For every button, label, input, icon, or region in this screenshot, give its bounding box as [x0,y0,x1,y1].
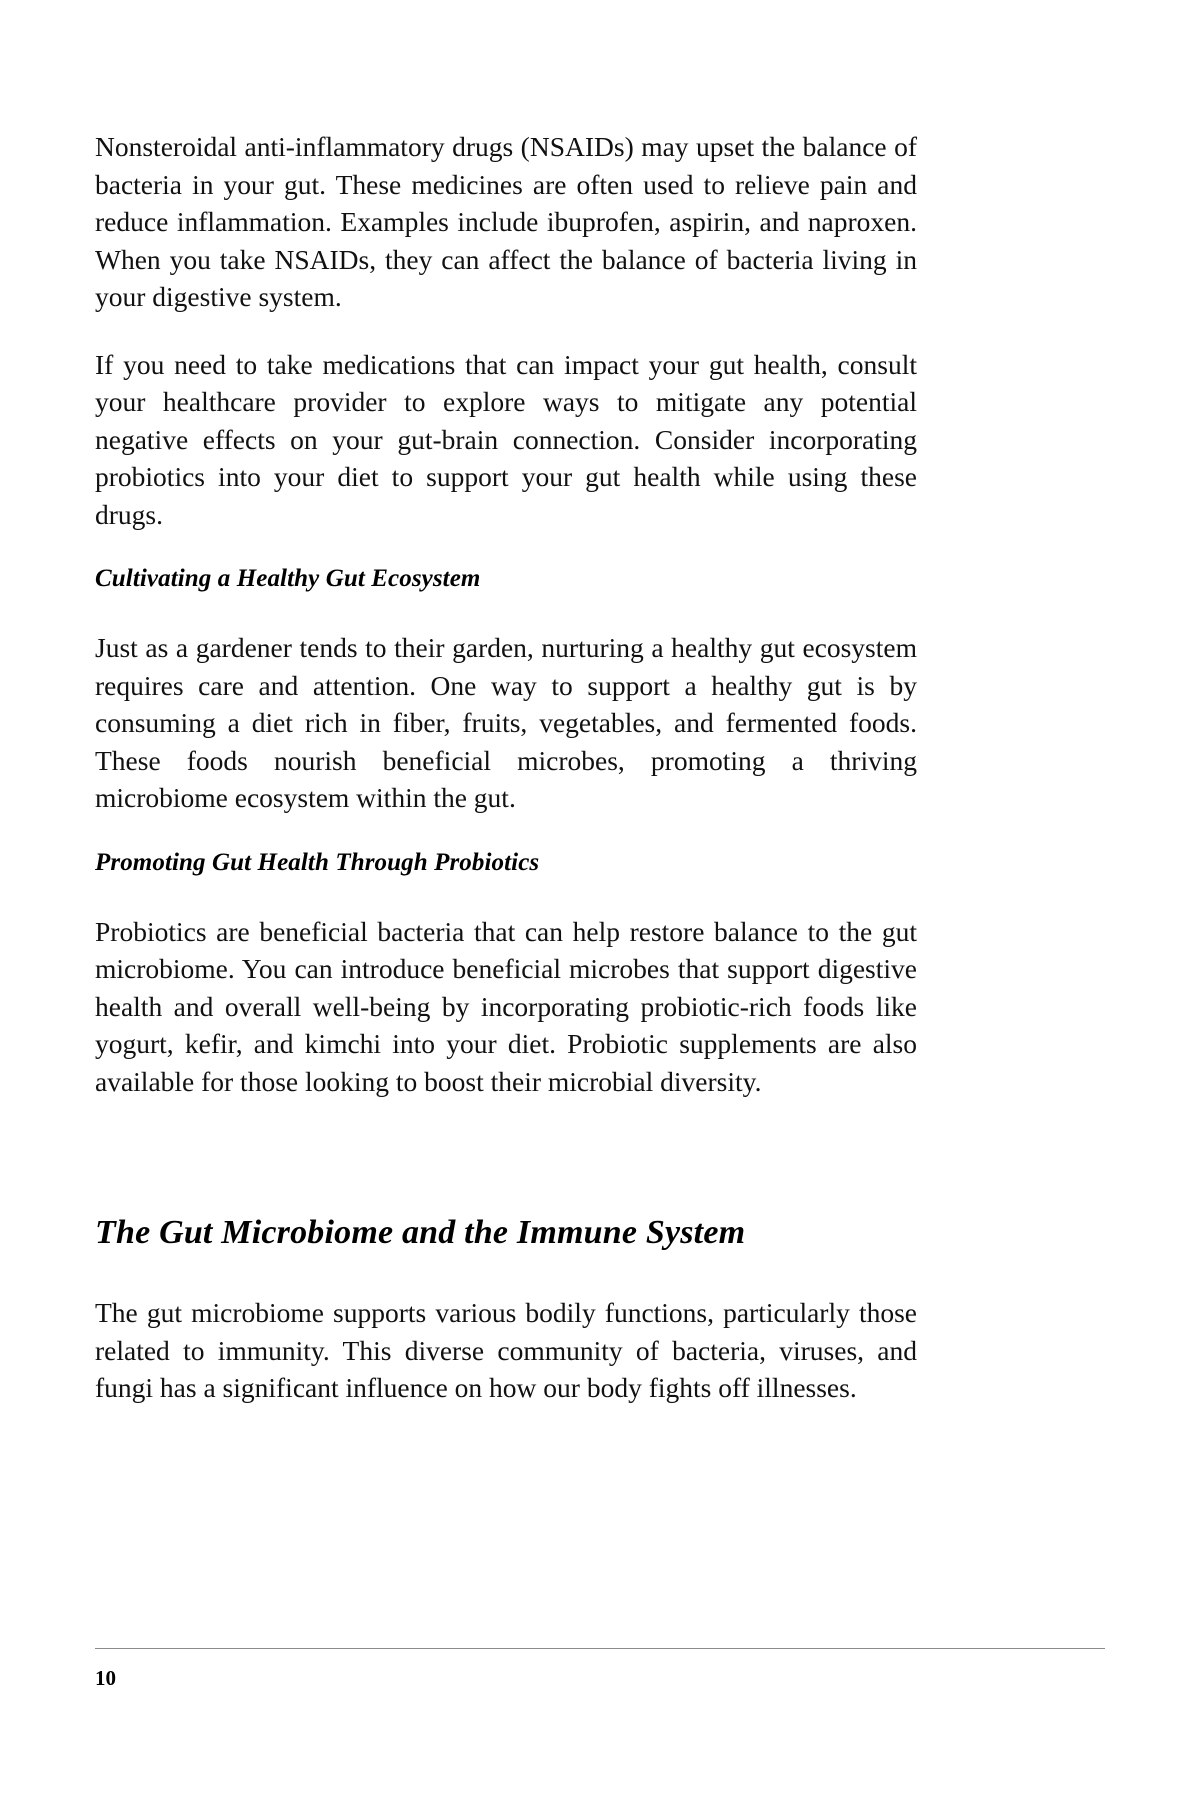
page-footer [95,1665,1105,1691]
paragraph-medication-advice: If you need to take medications that can impact your gut health, consult your healthcare provider to explore ways to mitigate any potential negative effects on your gut-brain connection. Consider incorporating probiotics into your diet to support your gut health while using these drugs. [95,348,917,530]
page-number: 10 [95,1666,116,1690]
section-spacer [95,1130,917,1152]
section-heading-gut-microbiome-immune-system: The Gut Microbiome and the Immune System [95,1214,746,1251]
paragraph-probiotics: Probiotics are beneficial bacteria that can help restore balance to the gut microbiome. You can introduce beneficial microbes that support digestive health and overall well-being by incorporating probiotic-rich foods like yogurt, kefir, and kimchi into your diet. Probiotic supplements are also available for those looking to boost their microbial diversity. [95,915,917,1097]
paragraph-immunity: The gut microbiome supports various bodily functions, particularly those related to immunity. This diverse community of bacteria, viruses, and fungi has a significant influence on how our body fights off illnesses. [95,1297,917,1403]
paragraph-gardener-analogy: Just as a gardener tends to their garden, nurturing a healthy gut ecosystem requires care and attention. One way to support a healthy gut is by consuming a diet rich in fiber, fruits, vegetables, and fermented foods. These foods nourish beneficial microbes, promoting a thriving microbiome ecosystem within the gut. [95,632,917,813]
footer-divider [95,1648,1105,1649]
subheading-promoting-gut-health-through-probiotics: Promoting Gut Health Through Probiotics [95,848,540,876]
page-content [95,128,917,1407]
subheading-cultivating-healthy-gut-ecosystem: Cultivating a Healthy Gut Ecosystem [95,565,481,592]
paragraph-nsaids: Nonsteroidal anti-inflammatory drugs (NSAIDs) may upset the balance of bacteria in your gut. These medicines are often used to relieve pain and reduce inflammation. Examples include ibuprofen, aspirin, and naproxen. When you take NSAIDs, they can affect the balance of bacteria living in your digestive system. [95,131,917,312]
